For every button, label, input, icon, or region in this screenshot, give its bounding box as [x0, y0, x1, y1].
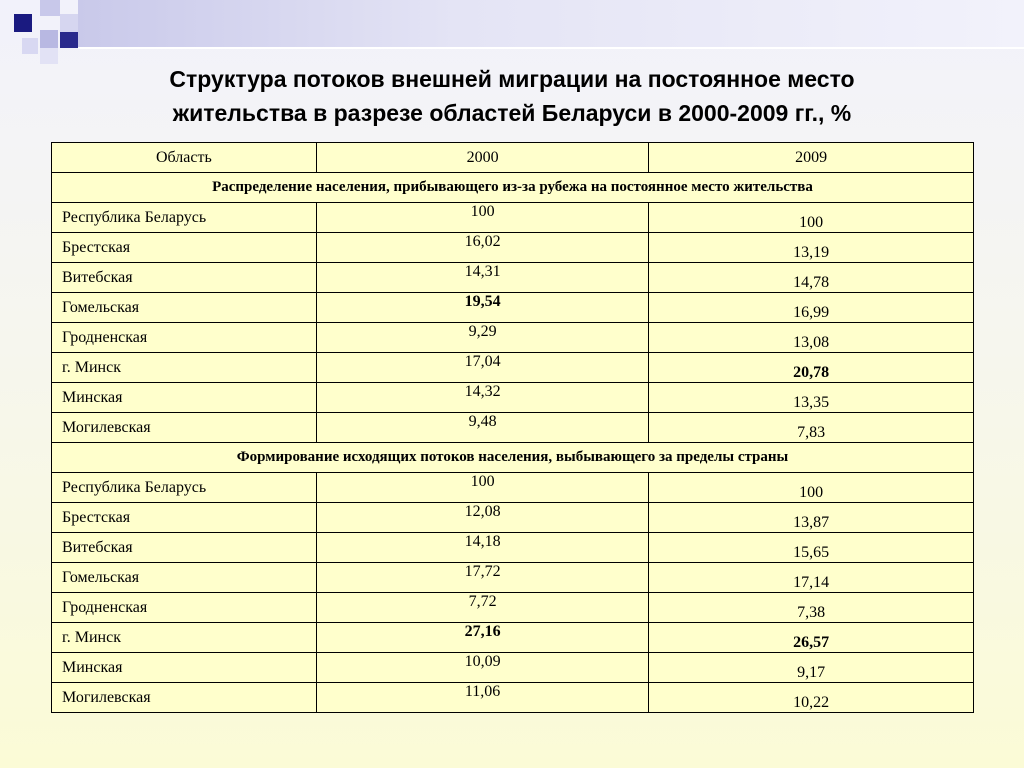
value-2009-cell: 15,65: [649, 533, 974, 563]
region-cell: Витебская: [52, 533, 317, 563]
table-row: [52, 413, 974, 443]
value-2009-cell: 14,78: [649, 263, 974, 293]
value-2009-cell: 10,22: [649, 683, 974, 713]
value-2009-cell: 26,57: [649, 623, 974, 653]
deco-square-light: [60, 14, 78, 32]
region-cell: Могилевская: [52, 683, 317, 713]
table-row: [52, 623, 974, 653]
table-header-row: [52, 143, 974, 173]
region-cell: Гродненская: [52, 323, 317, 353]
section-title: Формирование исходящих потоков населения, выбывающего за пределы страны: [52, 443, 974, 473]
table-row: [52, 563, 974, 593]
table-row: [52, 203, 974, 233]
value-2000-cell: 11,06: [316, 683, 649, 713]
value-2009-cell: 13,08: [649, 323, 974, 353]
deco-square-dark: [60, 32, 78, 48]
table-row: [52, 323, 974, 353]
value-2009-cell: 16,99: [649, 293, 974, 323]
region-cell: Брестская: [52, 233, 317, 263]
value-2000-cell: 17,04: [316, 353, 649, 383]
table-row: [52, 503, 974, 533]
table-row: [52, 473, 974, 503]
deco-square-light: [40, 0, 60, 16]
region-cell: Минская: [52, 383, 317, 413]
value-2000-cell: 7,72: [316, 593, 649, 623]
region-cell: Могилевская: [52, 413, 317, 443]
section-row: [52, 173, 974, 203]
header-2009: 2009: [649, 143, 974, 173]
table-row: [52, 383, 974, 413]
table-row: [52, 293, 974, 323]
value-2009-cell: 100: [649, 203, 974, 233]
migration-table: [51, 142, 974, 713]
region-cell: Республика Беларусь: [52, 203, 317, 233]
value-2000-cell: 27,16: [316, 623, 649, 653]
region-cell: Гомельская: [52, 563, 317, 593]
region-cell: Витебская: [52, 263, 317, 293]
value-2009-cell: 13,87: [649, 503, 974, 533]
value-2009-cell: 7,83: [649, 413, 974, 443]
value-2000-cell: 12,08: [316, 503, 649, 533]
value-2000-cell: 19,54: [316, 293, 649, 323]
deco-square-light: [40, 30, 58, 48]
header-2000: 2000: [316, 143, 649, 173]
value-2009-cell: 20,78: [649, 353, 974, 383]
region-cell: Гродненская: [52, 593, 317, 623]
title-line-1: Структура потоков внешней миграции на постоянное место: [169, 66, 855, 92]
value-2009-cell: 13,19: [649, 233, 974, 263]
value-2000-cell: 14,31: [316, 263, 649, 293]
header-band: [78, 0, 1024, 48]
value-2009-cell: 9,17: [649, 653, 974, 683]
header-region: Область: [52, 143, 317, 173]
table-row: [52, 653, 974, 683]
table-row: [52, 353, 974, 383]
value-2000-cell: 9,48: [316, 413, 649, 443]
table-row: [52, 263, 974, 293]
region-cell: Минская: [52, 653, 317, 683]
table-row: [52, 683, 974, 713]
value-2009-cell: 17,14: [649, 563, 974, 593]
section-title: Распределение населения, прибывающего из-за рубежа на постоянное место жительства: [52, 173, 974, 203]
value-2009-cell: 7,38: [649, 593, 974, 623]
deco-square-light: [22, 38, 38, 54]
value-2000-cell: 100: [316, 473, 649, 503]
value-2000-cell: 9,29: [316, 323, 649, 353]
value-2000-cell: 16,02: [316, 233, 649, 263]
value-2000-cell: 14,32: [316, 383, 649, 413]
header-divider: [78, 47, 1024, 49]
region-cell: г. Минск: [52, 623, 317, 653]
deco-square-dark: [14, 14, 32, 32]
table-row: [52, 593, 974, 623]
value-2000-cell: 10,09: [316, 653, 649, 683]
value-2009-cell: 100: [649, 473, 974, 503]
region-cell: Гомельская: [52, 293, 317, 323]
value-2000-cell: 17,72: [316, 563, 649, 593]
value-2000-cell: 100: [316, 203, 649, 233]
page-title: [40, 62, 984, 130]
region-cell: Республика Беларусь: [52, 473, 317, 503]
table-row: [52, 533, 974, 563]
section-row: [52, 443, 974, 473]
region-cell: Брестская: [52, 503, 317, 533]
table-row: [52, 233, 974, 263]
region-cell: г. Минск: [52, 353, 317, 383]
title-line-2: жительства в разрезе областей Беларуси в 2000-2009 гг., %: [172, 100, 852, 126]
value-2009-cell: 13,35: [649, 383, 974, 413]
value-2000-cell: 14,18: [316, 533, 649, 563]
